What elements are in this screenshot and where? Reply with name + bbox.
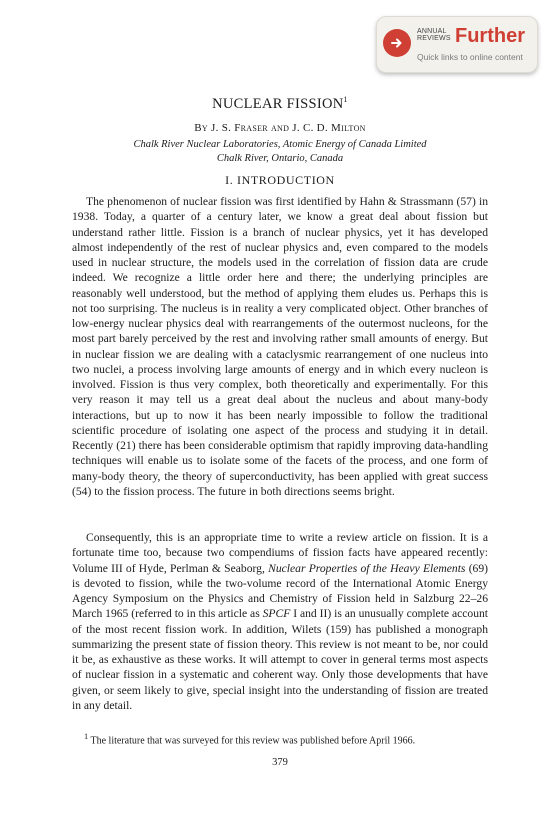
paragraph-segment: Consequently, this is an appropriate time to write a review article on fission. It is a fortunate time too, because two compendiums of fission facts have appeared recently: Volume III of Hyde, Perlman & Seaborg, bbox=[72, 531, 488, 575]
paragraph-text bbox=[72, 530, 488, 713]
body-paragraph-1 bbox=[72, 194, 488, 499]
footnote-text: The literature that was surveyed for this review was published before April 1966. bbox=[88, 735, 416, 747]
affiliation-line-2: Chalk River, Ontario, Canada bbox=[216, 153, 344, 164]
section-heading: I. INTRODUCTION bbox=[225, 173, 335, 187]
affiliation-line-1: Chalk River Nuclear Laboratories, Atomic Energy of Canada Limited bbox=[133, 139, 427, 150]
reviews-label: REVIEWS bbox=[417, 35, 451, 42]
footnote-mark: 1 bbox=[84, 732, 89, 741]
article-title-text: NUCLEAR FISSION bbox=[212, 95, 344, 112]
paragraph-segment: (69) is devoted to fission, while the two-volume record of the International Atomic Energy Agency Symposium on the Physics and Chemistry of Fission held in Salzburg 22–26 March 1965 (referred to in this article as bbox=[72, 561, 489, 621]
authors: By J. S. Fraser and J. C. D. Milton bbox=[194, 122, 366, 134]
book-title: Nuclear Properties of the Heavy Elements bbox=[268, 561, 466, 575]
paragraph-segment: I and II) is an unusually complete account of the most recent fission work. In addition, Wilets (159) has published a monograph summarizing the present state of fission theory. This review is not meant to be, nor could it be, as exhaustive as these works. It will attempt to cover in general terms most aspects of nuclear fission in a systematic and coherent way. Only those developments that have given, or seem likely to give, special insight into the understanding of fission are treated in any detail. bbox=[72, 607, 489, 712]
further-label: Further bbox=[455, 25, 525, 47]
annual-reviews-label bbox=[417, 28, 451, 42]
spcf-abbreviation: SPCF bbox=[262, 607, 291, 621]
annual-reviews-logo-icon bbox=[383, 29, 411, 57]
further-subtitle: Quick links to online content bbox=[417, 52, 523, 62]
title-footnote-mark: 1 bbox=[343, 95, 348, 104]
body-paragraph-2 bbox=[72, 530, 488, 713]
article-title bbox=[0, 95, 560, 113]
paragraph-text: The phenomenon of nuclear fission was first identified by Hahn & Strassmann (57) in 1938. Today, a quarter of a century later, we know a great deal about fission but understand rather little. Fission is a branch of nuclear physics, yet it has developed almost independently of the rest of nuclear physics and, even compared to the models used in nuclear structure, the models used in the correlation of fission data are crude indeed. We recognize a little order here and there; the underlying principles are reasonably well understood, but the method of applying them eludes us. Perhaps this is not too surprising. The nucleus is in reality a very complicated object. Other branches of low-energy nuclear physics deal with rearrangements of the outermost nucleons, for the most part barely perceived by the rest and involving rather small amounts of energy. But in nuclear fission we are dealing with a cataclysmic rearrangement of one nucleus into two nuclei, a process involving large amounts of energy and in which every nucleon is involved. Fission is thus very complex, both theoretically and experimentally. For this very reason it may tell us a great deal about the nucleus and about many-body interactions, but up to now it has been nearly impossible to follow the traditional scientific procedure of isolating one aspect of the process and studying it in detail. Recently (21) there has been considerable optimism that rapidly improving data-handling techniques will enable us to isolate some of the facets of the process, and one form of many-body theory, the theory of superconductivity, has been applied with great success (54) to the fission process. The future in both directions seems bright. bbox=[72, 195, 488, 498]
page-number: 379 bbox=[272, 757, 288, 768]
annual-label: ANNUAL bbox=[417, 28, 447, 35]
footnote bbox=[72, 732, 488, 746]
further-badge[interactable] bbox=[376, 16, 538, 73]
